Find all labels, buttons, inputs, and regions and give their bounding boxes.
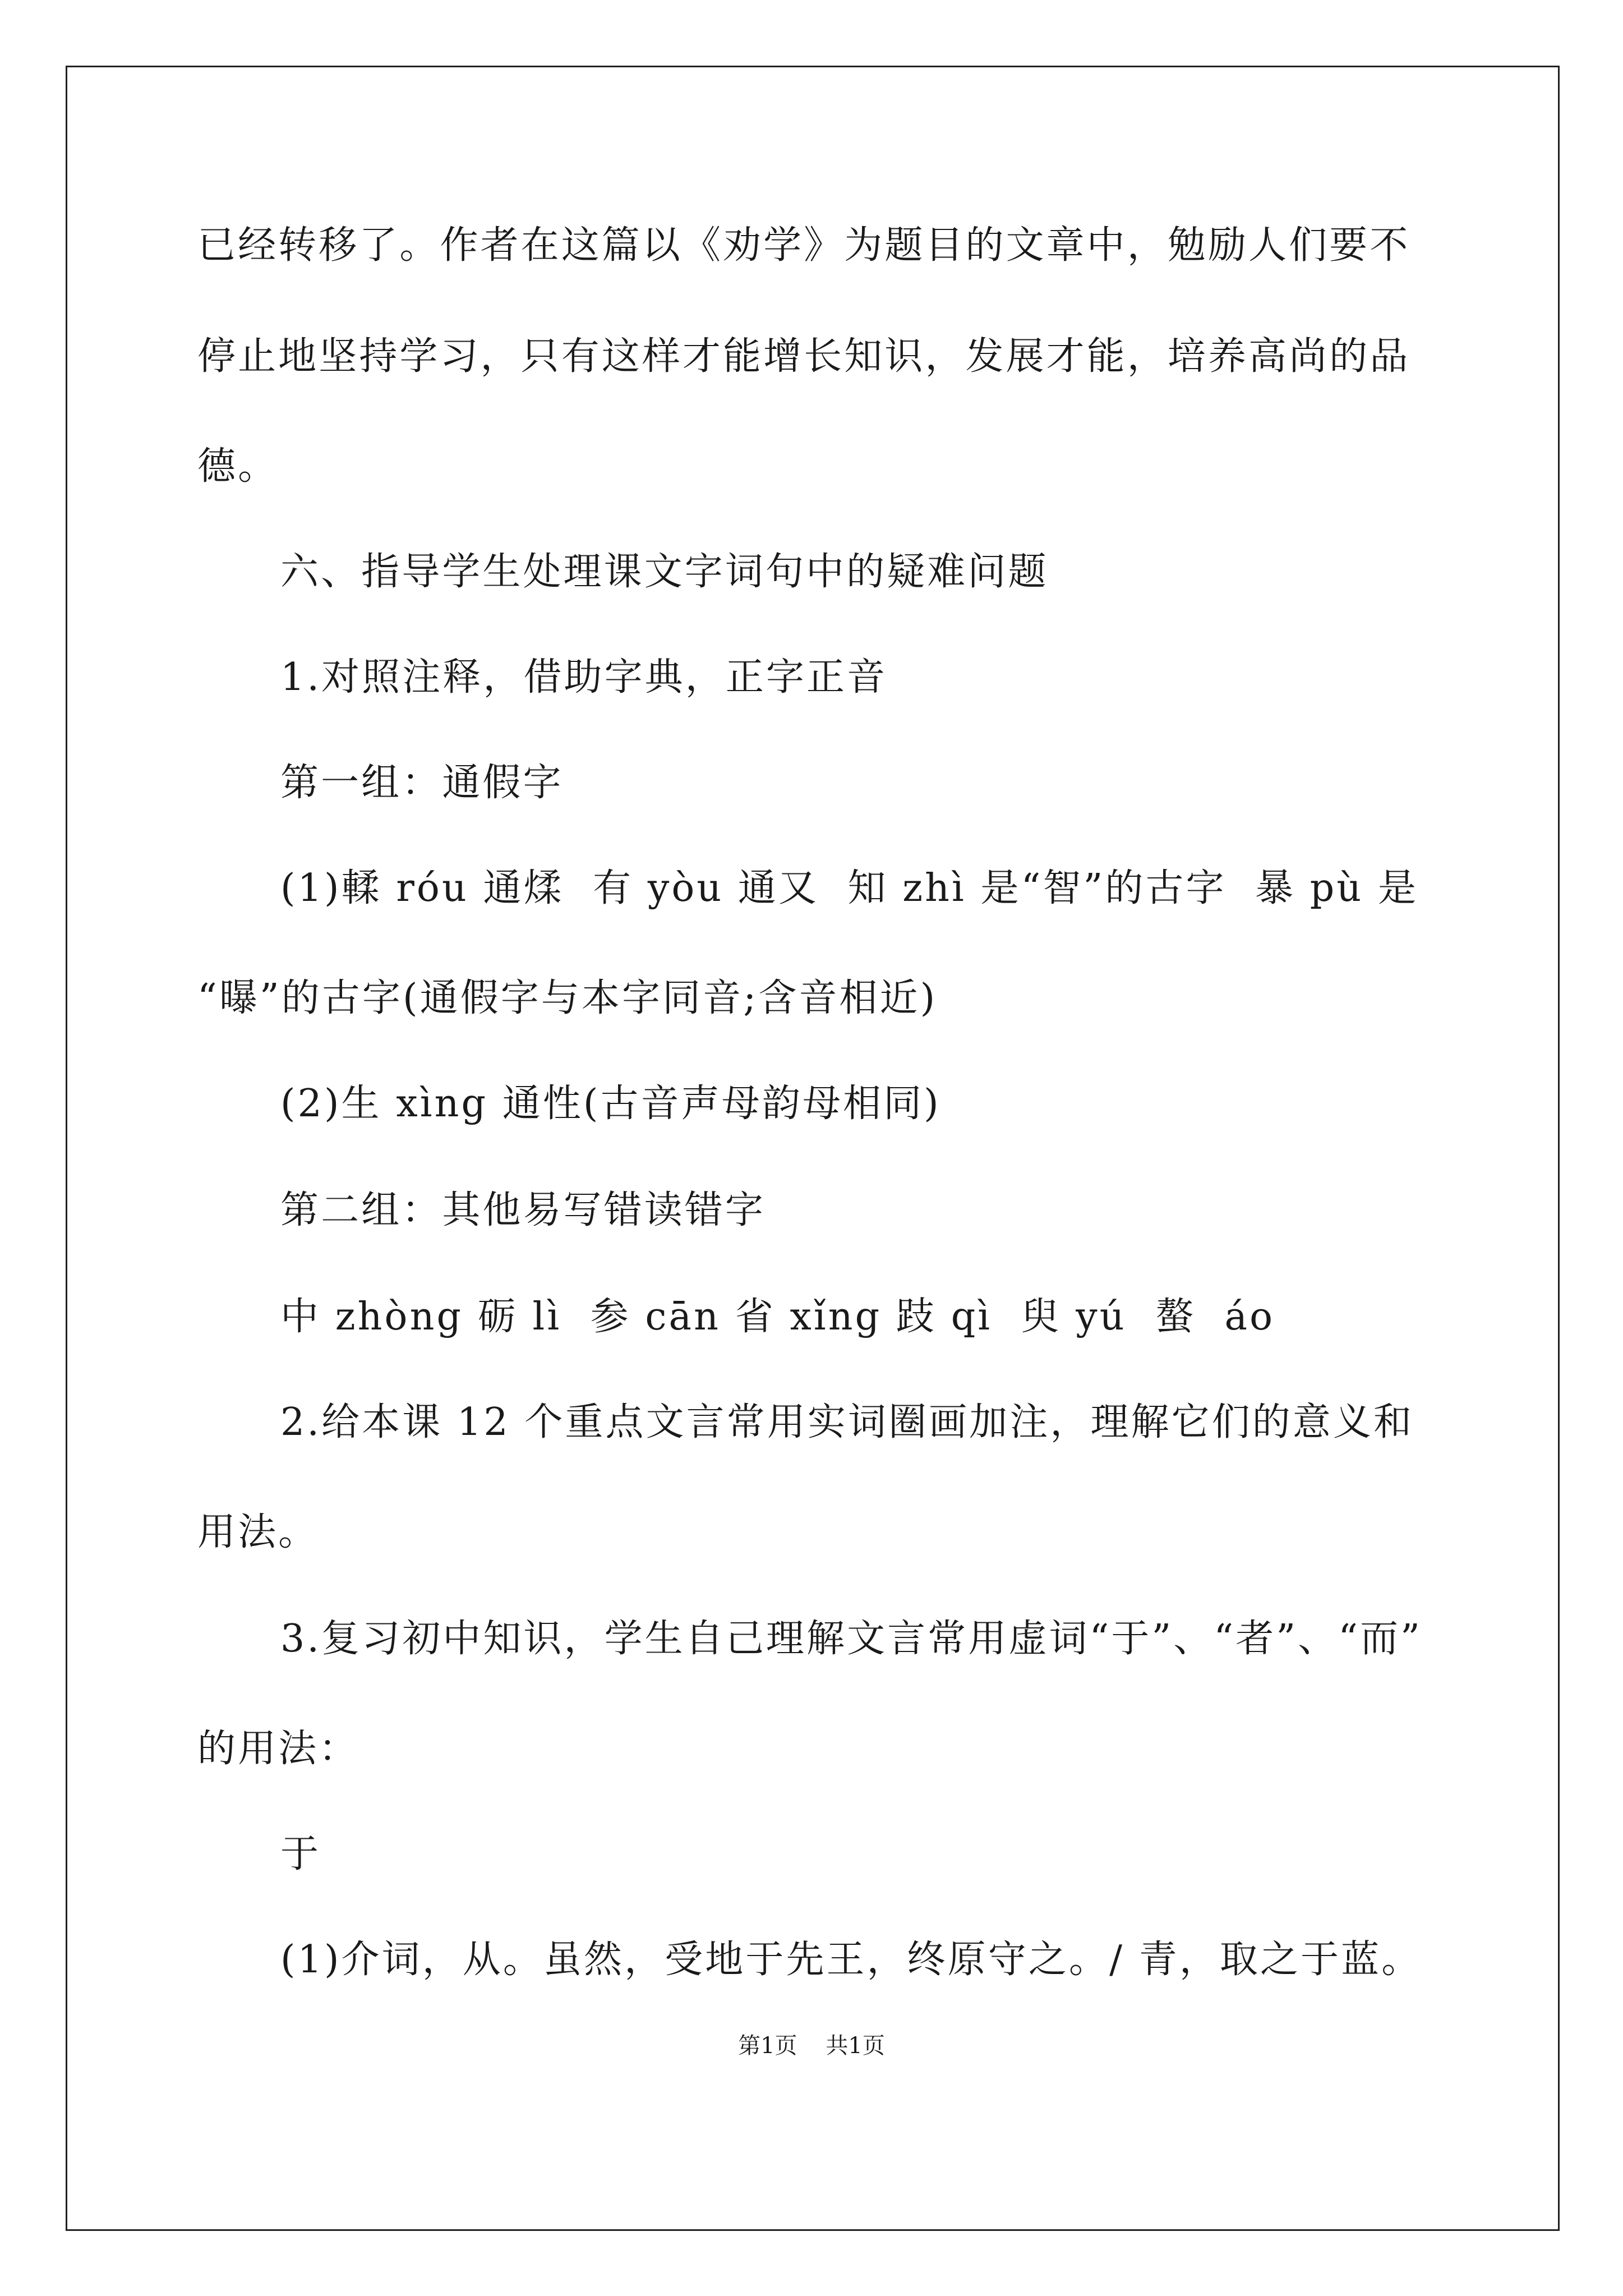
text-line: 第一组：通假字: [280, 761, 564, 805]
section-heading: 六、指导学生处理课文字词句中的疑难问题: [280, 550, 1049, 594]
text-line: 德。: [197, 444, 279, 489]
text-line: “曝”的古字(通假字与本字同音;含音相近): [197, 976, 938, 1020]
text-line: (1)介词，从。虽然，受地于先王，终原守之。/ 青，取之于蓝。: [280, 1938, 1422, 1982]
text-line: 的用法：: [197, 1727, 359, 1771]
page-border: [66, 66, 1560, 2231]
text-line: 用法。: [197, 1510, 319, 1554]
text-line: 停止地坚持学习，只有这样才能增长知识，发展才能，培养高尚的品: [197, 334, 1410, 379]
text-line: 于: [280, 1832, 321, 1876]
text-line: 1.对照注释，借助字典，正字正音: [280, 655, 888, 700]
text-line: (1)輮 róu 通煣 有 yòu 通又 知 zhì 是“智”的古字 暴 pù 是: [280, 866, 1419, 910]
text-line: 中 zhòng 砺 lì 参 cān 省 xǐng 跂 qì 臾 yú 螯 áo: [280, 1295, 1275, 1339]
text-line: 2.给本课 12 个重点文言常用实词圈画加注，理解它们的意义和: [280, 1400, 1414, 1444]
page-number-footer: 第1页 共1页: [738, 2033, 885, 2059]
text-line: 3.复习初中知识，学生自己理解文言常用虚词“于”、“者”、“而”: [280, 1617, 1423, 1661]
text-line: 已经转移了。作者在这篇以《劝学》为题目的文章中，勉励人们要不: [197, 223, 1410, 268]
text-line: (2)生 xìng 通性(古音声母韵母相同): [280, 1082, 941, 1126]
text-line: 第二组：其他易写错读错字: [280, 1188, 766, 1232]
